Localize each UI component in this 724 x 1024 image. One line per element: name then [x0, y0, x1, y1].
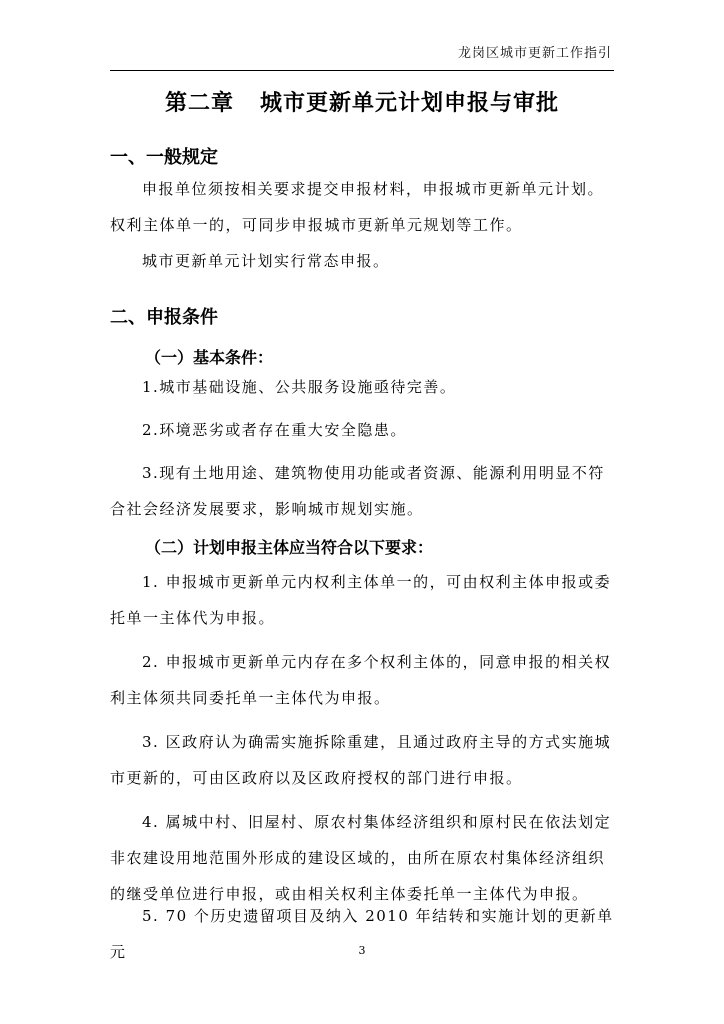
list-item [110, 412, 616, 448]
list-item [110, 369, 616, 405]
list-item-text: 3. 区政府认为确需实施拆除重建，且通过政府主导的方式实施城市更新的，可由区政府以及区政府授权的部门进行申报。 [110, 733, 612, 787]
list-item-text: 1.城市基础设施、公共服务设施亟待完善。 [142, 378, 457, 396]
list-item-text: 3.现有土地用途、建筑物使用功能或者资源、能源利用明显不符合社会经济发展要求，影响城市规划实施。 [110, 464, 605, 518]
section-heading-conditions: 二、申报条件 [110, 307, 218, 328]
subsection-heading-basic: （一）基本条件： [145, 348, 274, 367]
list-item-text: 2.环境恶劣或者存在重大安全隐患。 [142, 421, 407, 439]
running-header: 龙岗区城市更新工作指引 [457, 46, 612, 61]
header-divider [110, 70, 614, 71]
list-item [110, 898, 616, 970]
chapter-title [0, 86, 724, 117]
list-item-text: 1. 申报城市更新单元内权利主体单一的，可由权利主体申报或委托单一主体代为申报。 [110, 573, 612, 627]
list-item [110, 644, 616, 716]
section-heading-general: 一、一般规定 [110, 147, 218, 168]
page-number: 3 [358, 944, 366, 957]
list-item [110, 564, 616, 636]
list-item-text: 4. 属城中村、旧屋村、原农村集体经济组织和原村民在依法划定非农建设用地范围外形成的建设区域的，由所在原农村集体经济组织的继受单位进行申报，或由相关权利主体委托单一主体代为申报。 [110, 813, 612, 903]
paragraph-text: 城市更新单元计划实行常态申报。 [142, 252, 390, 270]
list-item [110, 724, 616, 796]
paragraph-text: 申报单位须按相关要求提交申报材料，申报城市更新单元计划。权利主体单一的，可同步申报城市更新单元规划等工作。 [110, 180, 605, 234]
chapter-name: 城市更新单元计划申报与审批 [260, 91, 560, 116]
chapter-number: 第二章 [164, 91, 234, 116]
subsection-heading-applicant: （二）计划申报主体应当符合以下要求： [145, 538, 434, 557]
list-item [110, 804, 616, 912]
list-item-text: 2. 申报城市更新单元内存在多个权利主体的，同意申报的相关权利主体须共同委托单一主体代为申报。 [110, 653, 612, 707]
list-item-text: 5. 70 个历史遗留项目及纳入 2010 年结转和实施计划的更新单元 [110, 907, 614, 961]
list-item [110, 455, 616, 527]
paragraph [110, 171, 616, 243]
paragraph [110, 243, 616, 279]
